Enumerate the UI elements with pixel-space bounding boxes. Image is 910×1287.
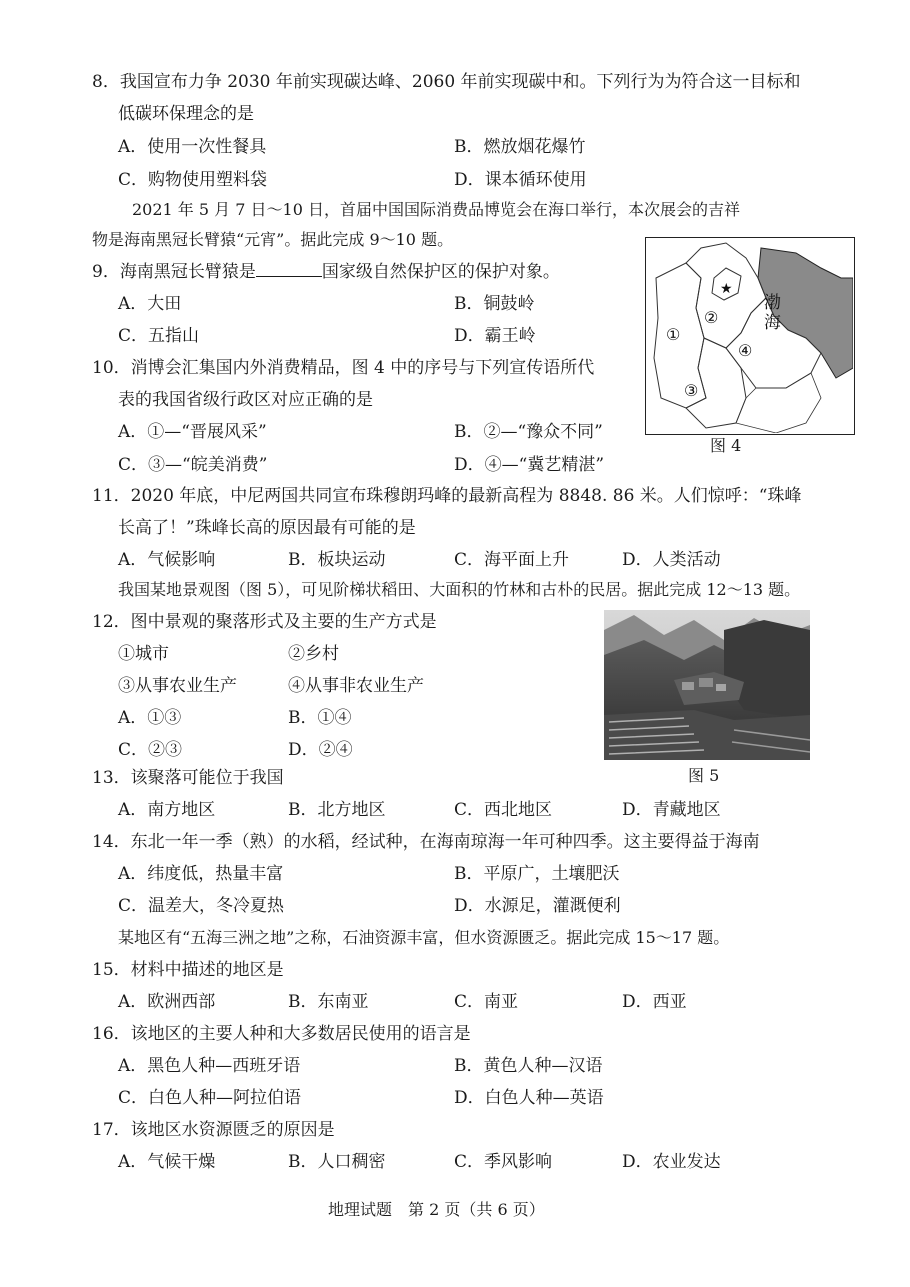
q15-option-c: C．南亚: [454, 992, 519, 1012]
q12-statement-1: ①城市: [118, 644, 169, 664]
q12-option-b: B．①④: [288, 708, 352, 728]
capital-star-icon: ★: [720, 281, 733, 297]
passage-15-line1: 某地区有“五海三洲之地”之称，石油资源丰富，但水资源匮乏。据此完成 15～17 题。: [118, 928, 730, 947]
q8-option-b: B．燃放烟花爆竹: [454, 137, 586, 157]
figure-5-caption: 图 5: [688, 766, 720, 785]
q9-option-c: C．五指山: [118, 326, 200, 346]
figure-4-caption: 图 4: [710, 436, 742, 455]
q12-statement-4: ④从事非农业生产: [288, 676, 424, 696]
map-sea-label-1: 渤: [764, 293, 781, 313]
q17-option-d: D．农业发达: [622, 1152, 721, 1172]
q9-stem-start: 9．海南黑冠长臂猿是: [92, 262, 256, 282]
map-label-2: ②: [704, 308, 719, 327]
q16-stem: 16．该地区的主要人种和大多数居民使用的语言是: [92, 1024, 471, 1044]
q12-stem: 12．图中景观的聚落形式及主要的生产方式是: [92, 612, 437, 632]
q11-stem-line2: 长高了！”珠峰长高的原因最有可能的是: [118, 518, 416, 538]
passage-9-line2: 物是海南黑冠长臂猿“元宵”。据此完成 9～10 题。: [92, 230, 454, 249]
q14-option-a: A．纬度低，热量丰富: [118, 864, 284, 884]
q15-stem: 15．材料中描述的地区是: [92, 960, 284, 980]
q14-stem: 14．东北一年一季（熟）的水稻，经试种，在海南琼海一年可种四季。这主要得益于海南: [92, 832, 760, 852]
q11-stem-line1: 11．2020 年底，中尼两国共同宣布珠穆朗玛峰的最新高程为 8848. 86 米。人们惊呼：“珠峰: [92, 486, 802, 506]
q12-statement-3: ③从事农业生产: [118, 676, 237, 696]
q16-option-c: C．白色人种—阿拉伯语: [118, 1088, 302, 1108]
q15-option-d: D．西亚: [622, 992, 687, 1012]
q8-option-c: C．购物使用塑料袋: [118, 170, 268, 190]
q12-option-d: D．②④: [288, 740, 353, 760]
q10-option-d: D．④—“冀艺精湛”: [454, 455, 605, 475]
province-south-border: [736, 373, 821, 433]
q8-option-a: A．使用一次性餐具: [118, 137, 267, 157]
q8-option-d: D．课本循环使用: [454, 170, 587, 190]
q13-option-b: B．北方地区: [288, 800, 386, 820]
q9-option-d: D．霸王岭: [454, 326, 536, 346]
q17-option-b: B．人口稠密: [288, 1152, 386, 1172]
q14-option-d: D．水源足，灌溉便利: [454, 896, 621, 916]
q12-statement-2: ②乡村: [288, 644, 339, 664]
map-drawing: [646, 238, 853, 433]
q15-option-a: A．欧洲西部: [118, 992, 216, 1012]
q13-stem: 13．该聚落可能位于我国: [92, 768, 284, 788]
q10-stem-line2: 表的我国省级行政区对应正确的是: [118, 390, 373, 410]
q17-stem: 17．该地区水资源匮乏的原因是: [92, 1120, 335, 1140]
figure-4-map: [645, 237, 855, 435]
q17-option-c: C．季风影响: [454, 1152, 553, 1172]
q12-option-c: C．②③: [118, 740, 183, 760]
q13-option-d: D．青藏地区: [622, 800, 721, 820]
map-label-3: ③: [684, 381, 699, 400]
q9-option-a: A．大田: [118, 294, 182, 314]
q16-option-a: A．黑色人种—西班牙语: [118, 1056, 301, 1076]
q13-option-c: C．西北地区: [454, 800, 553, 820]
q8-stem-line2: 低碳环保理念的是: [118, 104, 254, 124]
passage-9-line1: 2021 年 5 月 7 日～10 日，首届中国国际消费品博览会在海口举行，本次展会的吉祥: [132, 200, 740, 219]
q11-option-d: D．人类活动: [622, 550, 721, 570]
map-sea-label-2: 海: [764, 313, 781, 333]
q13-option-a: A．南方地区: [118, 800, 216, 820]
q14-option-c: C．温差大，冬冷夏热: [118, 896, 285, 916]
page-footer: 地理试题 第 2 页（共 6 页）: [328, 1200, 545, 1219]
q11-option-b: B．板块运动: [288, 550, 386, 570]
q10-option-c: C．③—“皖美消费”: [118, 455, 268, 475]
map-label-1: ①: [666, 325, 681, 344]
passage-12-line1: 我国某地景观图（图 5），可见阶梯状稻田、大面积的竹林和古朴的民居。据此完成 12～13 题。: [118, 580, 801, 599]
q9-answer-blank: [256, 262, 322, 277]
q11-option-c: C．海平面上升: [454, 550, 570, 570]
q9-option-b: B．铜鼓岭: [454, 294, 535, 314]
q14-option-b: B．平原广，土壤肥沃: [454, 864, 620, 884]
q12-option-a: A．①③: [118, 708, 182, 728]
q16-option-d: D．白色人种—英语: [454, 1088, 604, 1108]
q10-option-b: B．②—“豫众不同”: [454, 422, 603, 442]
q10-stem-line1: 10．消博会汇集国内外消费精品，图 4 中的序号与下列宣传语所代: [92, 358, 595, 378]
q17-option-a: A．气候干燥: [118, 1152, 216, 1172]
q11-option-a: A．气候影响: [118, 550, 216, 570]
q16-option-b: B．黄色人种—汉语: [454, 1056, 603, 1076]
q15-option-b: B．东南亚: [288, 992, 369, 1012]
q8-stem-line1: 8．我国宣布力争 2030 年前实现碳达峰、2060 年前实现碳中和。下列行为为符合这一目标和: [92, 72, 801, 92]
figure-5-photo: [604, 610, 810, 760]
q9-stem: [92, 262, 560, 282]
q10-option-a: A．①—“晋展风采”: [118, 422, 267, 442]
map-label-4: ④: [738, 341, 753, 360]
landscape-photo-image: [604, 610, 810, 760]
q9-stem-end: 国家级自然保护区的保护对象。: [321, 262, 560, 282]
